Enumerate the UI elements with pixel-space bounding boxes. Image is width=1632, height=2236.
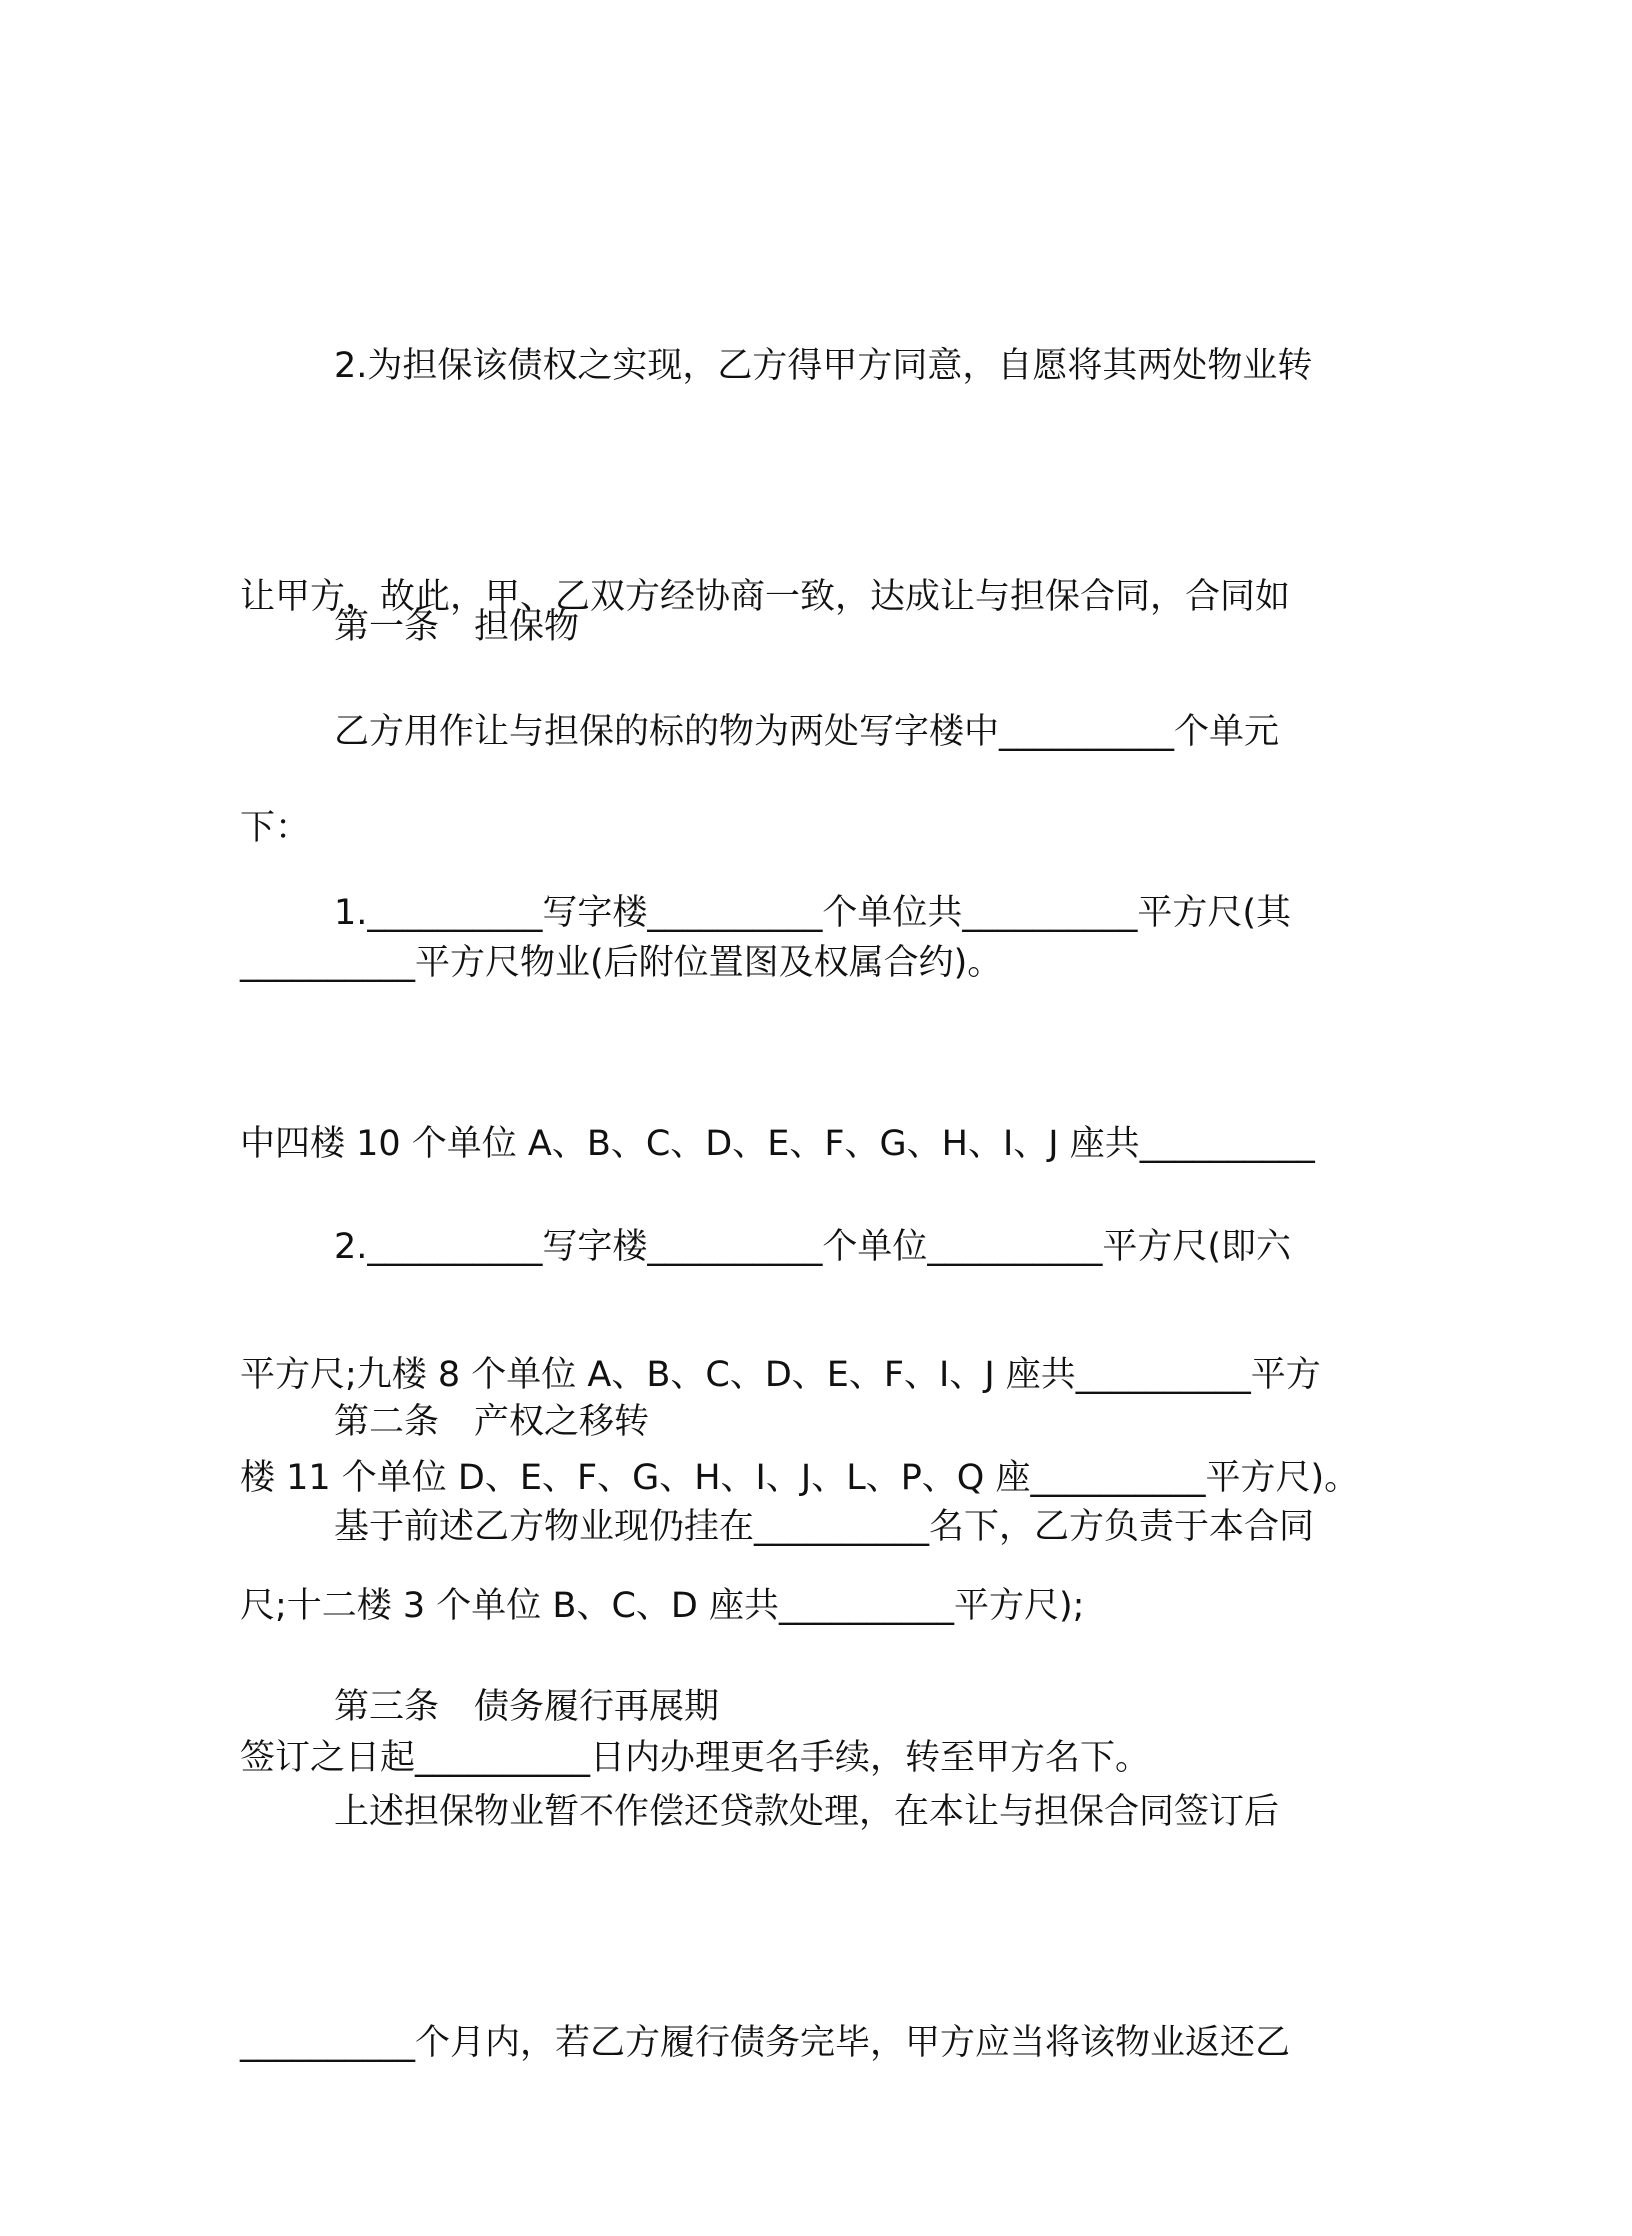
heading-line: 第二条 产权之移转 (334, 1402, 650, 1442)
text-line: 下： (240, 808, 311, 848)
text-line: 2.__________写字楼__________个单位__________平方尺(即六 (334, 1227, 1292, 1267)
text-line: 1.__________写字楼__________个单位共__________平方尺(其 (334, 893, 1292, 933)
heading-line: 第三条 债务履行再展期 (334, 1687, 720, 1727)
text-line: __________平方尺物业(后附位置图及权属合约)。 (240, 943, 1003, 983)
text-line: __________个月内，若乙方履行债务完毕，甲方应当将该物业返还乙 (240, 2023, 1291, 2063)
heading-line: 第一条 担保物 (334, 607, 580, 647)
text-line: 让甲方，故此，甲、乙双方经协商一致，达成让与担保合同，合同如 (240, 577, 1291, 617)
text-line: 平方尺;九楼 8 个单位 A、B、C、D、E、F、I、J 座共__________平方 (240, 1355, 1321, 1395)
paragraph-article-3 (240, 1620, 1400, 2236)
text-line: 上述担保物业暂不作偿还贷款处理，在本让与担保合同签订后 (334, 1792, 1280, 1832)
text-line: 尺;十二楼 3 个单位 B、C、D 座共__________平方尺); (240, 1586, 1085, 1626)
text-line: 楼 11 个单位 D、E、F、G、H、I、J、L、P、Q 座__________平方尺)。 (240, 1458, 1360, 1498)
text-line: 乙方用作让与担保的标的物为两处写字楼中__________个单元 (334, 712, 1280, 752)
text-line: 2.为担保该债权之实现，乙方得甲方同意，自愿将其两处物业转 (334, 346, 1313, 386)
text-line: 中四楼 10 个单位 A、B、C、D、E、F、G、H、I、J 座共__________ (240, 1124, 1315, 1164)
text-line: 基于前述乙方物业现仍挂在__________名下，乙方负责于本合同 (334, 1507, 1315, 1547)
text-line: 签订之日起__________日内办理更名手续，转至甲方名下。 (240, 1738, 1151, 1778)
